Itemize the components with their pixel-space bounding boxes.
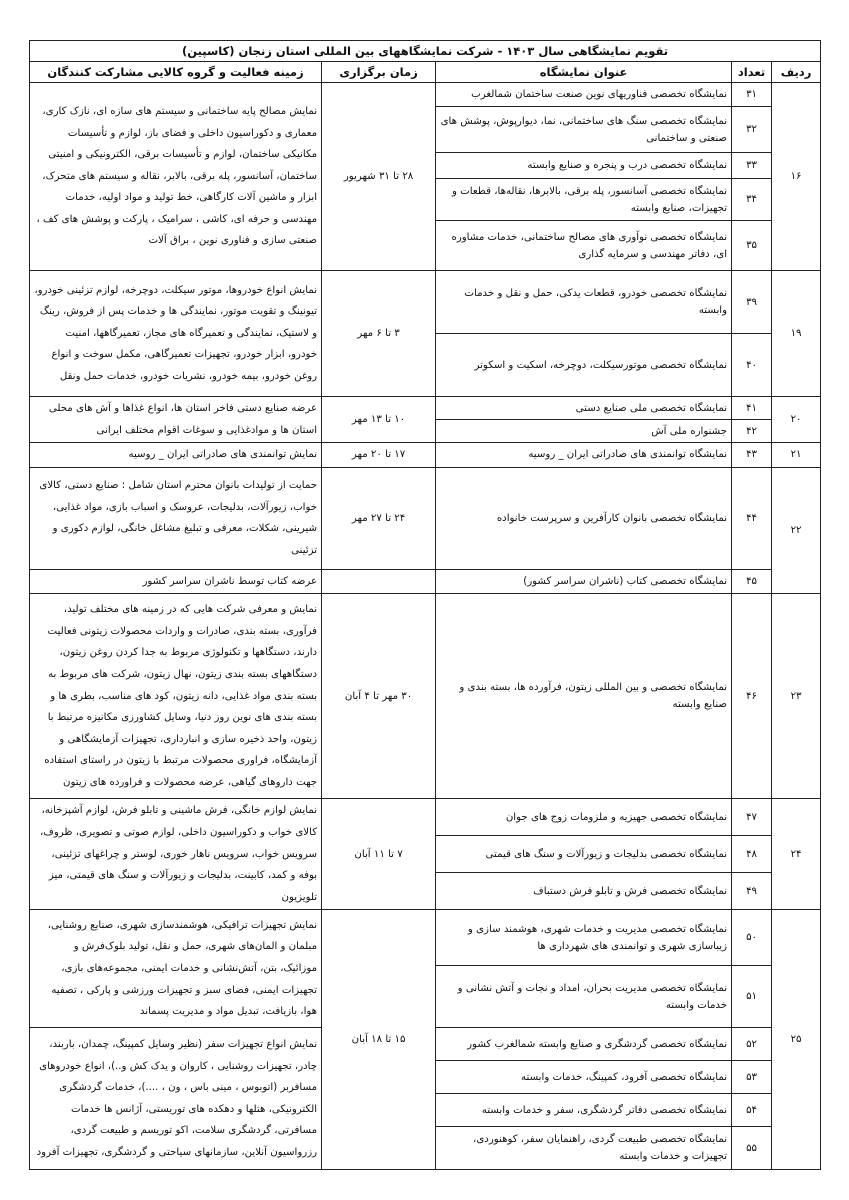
exhibition-date: ۳۰ مهر تا ۴ آبان [322,594,436,799]
group-row-number: ۲۲ [772,467,821,594]
activity-description: نمایش انواع تجهیزات سفر (نظیر وسایل کمپینگ، چمدان، باربند، چادر، تجهیزات روشنایی ، کاروان و یدک کش و..)، انواع خودروهای مسافربر (اتوبوس ، مینی باس ، ون ، ....)، خدمات گردشگری الکترونیکی، هتلها و دهکده های توریستی، آژانس ها خدمات مسافرتی، گردشگری سلامت، اکو توریسم و طبیعت گردی، رزرواسیون آنلاین، سازمانهای سیاحتی و گردشگری، تجهیزات آفرود [30,1028,322,1170]
group-row-number: ۱۶ [772,83,821,271]
exhibition-title: نمایشگاه تخصصی فناوریهای نوین صنعت ساختمان شمالغرب [436,83,732,107]
activity-description: نمایش تجهیزات ترافیکی، هوشمندسازی شهری، صنایع روشنایی، مبلمان و المان‌های شهری، حمل و نقل، تولید بلوک‌فرش و موزائیک، بتن، آتش‌نشانی و خدمات ایمنی، مجموعه‌های بازی، تجهیزات ایمنی، فضای سبز و تجهیزات ورزشی و پارکی ، تصفیه هوا، بازیافت، تبدیل مواد و مدیریت پسماند [30,910,322,1028]
group-row-number: ۲۴ [772,799,821,910]
exhibition-count: ۳۵ [732,221,772,271]
exhibition-count: ۳۲ [732,107,772,153]
exhibition-count: ۴۵ [732,569,772,594]
exhibition-count: ۵۵ [732,1127,772,1170]
header-exhibition-title: عنوان نمایشگاه [436,62,732,83]
exhibition-count: ۴۶ [732,594,772,799]
exhibition-count: ۵۱ [732,966,772,1028]
exhibition-count: ۴۸ [732,836,772,873]
group-row-number: ۱۹ [772,271,821,397]
exhibition-date: ۱۷ تا ۲۰ مهر [322,443,436,468]
exhibition-date: ۲۴ تا ۲۷ مهر [322,467,436,569]
exhibition-title: نمایشگاه تخصصی گردشگری و صنایع وابسته شمالغرب کشور [436,1028,732,1061]
header-activity: زمینه فعالیت و گروه کالایی مشارکت کنندگان [30,62,322,83]
exhibition-count: ۳۳ [732,153,772,179]
calendar-page [29,40,820,1170]
exhibition-title: نمایشگاه تخصصی درب و پنجره و صنایع وابسته [436,153,732,179]
calendar-body [30,83,821,1170]
exhibition-date: ۷ تا ۱۱ آبان [322,799,436,910]
table-title: تقویم نمایشگاهی سال ۱۴۰۳ - شرکت نمایشگاههای بین المللی استان زنجان (کاسپین) [30,41,821,62]
group-row-number: ۲۰ [772,397,821,443]
exhibition-title: نمایشگاه تخصصی بدلیجات و زیورآلات و سنگ های قیمتی [436,836,732,873]
exhibition-title: نمایشگاه تخصصی جهیزیه و ملزومات زوج های جوان [436,799,732,836]
group-row-number: ۲۵ [772,910,821,1170]
exhibition-title: نمایشگاه تخصصی دفاتر گردشگری، سفر و خدمات وابسته [436,1094,732,1127]
exhibition-count: ۵۳ [732,1061,772,1094]
exhibition-title: نمایشگاه تخصصی آسانسور، پله برقی، بالابرها، نقاله‌ها، قطعات و تجهیزات، صنایع وابسته [436,179,732,221]
exhibition-title: نمایشگاه تخصصی ملی صنایع دستی [436,397,732,420]
exhibition-count: ۴۹ [732,873,772,910]
exhibition-title: جشنواره ملی آش [436,420,732,443]
group-row-number: ۲۱ [772,443,821,468]
exhibition-count: ۳۹ [732,271,772,334]
exhibition-count: ۵۰ [732,910,772,966]
exhibition-date: ۳ تا ۶ مهر [322,271,436,397]
activity-description: نمایش لوازم خانگی، فرش ماشینی و تابلو فرش، لوازم آشپزخانه، کالای خواب و دکوراسیون داخلی، لوازم صوتی و تصویری، ظروف، سرویس خواب، سرویس ناهار خوری، لوستر و چراغهای تزئینی، بوفه و کمد، کابینت، بدلیجات و زیورآلات و سنگ های قیمتی، میز تلویزیون [30,799,322,910]
exhibition-title: نمایشگاه تخصصی کتاب (ناشران سراسر کشور) [436,569,732,594]
exhibition-title: نمایشگاه تخصصی نوآوری های مصالح ساختمانی، خدمات مشاوره ای، دفاتر مهندسی و سرمایه گذاری [436,221,732,271]
exhibition-count: ۴۲ [732,420,772,443]
exhibition-title: نمایشگاه تخصصی خودرو، قطعات یدکی، حمل و نقل و خدمات وابسته [436,271,732,334]
exhibition-count: ۵۲ [732,1028,772,1061]
exhibition-count: ۴۷ [732,799,772,836]
exhibition-title: نمایشگاه تخصصی طبیعت گردی، راهنمایان سفر، کوهنوردی، تجهیزات و خدمات وابسته [436,1127,732,1170]
header-row-number: ردیف [772,62,821,83]
header-date: زمان برگزاری [322,62,436,83]
activity-description: نمایش مصالح پایه ساختمانی و سیستم های سازه ای، نازک کاری، معماری و دکوراسیون داخلی و فضای باز، لوازم و تأسیسات مکانیکی ساختمان، لوازم و تأسیسات برقی، الکترونیکی و امنیتی ساختمان، آسانسور، پله برقی، بالابر، نقاله و سیستم های متحرک، ابزار و ماشین آلات کارگاهی، خط تولید و مواد اولیه، خدمات مهندسی و حرفه ای، کاشی ، سرامیک ، پارکت و پوشش های کف ، صنعتی سازی و فناوری نوین ، براق آلات [30,83,322,271]
exhibition-count: ۳۴ [732,179,772,221]
exhibition-count: ۴۱ [732,397,772,420]
exhibition-title: نمایشگاه تخصصی و بین المللی زیتون، فرآورده ها، بسته بندی و صنایع وابسته [436,594,732,799]
activity-description: عرضه صنایع دستی فاخر استان ها، انواع غذاها و آش های محلی استان ها و موادغذایی و سوغات اقوام مختلف ایرانی [30,397,322,443]
activity-description: عرضه کتاب توسط ناشران سراسر کشور [30,569,322,594]
exhibition-title: نمایشگاه تخصصی بانوان کارآفرین و سرپرست خانواده [436,467,732,569]
exhibition-date: ۱۵ تا ۱۸ آبان [322,910,436,1170]
exhibition-date [322,569,436,594]
exhibition-calendar-table [29,40,821,1170]
activity-description: نمایش توانمندی های صادراتی ایران _ روسیه [30,443,322,468]
exhibition-title: نمایشگاه تخصصی مدیریت بحران، امداد و نجات و آتش نشانی و خدمات وابسته [436,966,732,1028]
exhibition-title: نمایشگاه تخصصی سنگ های ساختمانی، نما، دیوارپوش، پوشش های صنعتی و ساختمانی [436,107,732,153]
exhibition-date: ۲۸ تا ۳۱ شهریور [322,83,436,271]
header-count: تعداد [732,62,772,83]
exhibition-title: نمایشگاه تخصصی آفرود، کمپینگ، خدمات وابسته [436,1061,732,1094]
exhibition-count: ۳۱ [732,83,772,107]
group-row-number: ۲۳ [772,594,821,799]
exhibition-count: ۴۰ [732,334,772,397]
exhibition-count: ۴۳ [732,443,772,468]
exhibition-date: ۱۰ تا ۱۳ مهر [322,397,436,443]
exhibition-count: ۴۴ [732,467,772,569]
exhibition-title: نمایشگاه تخصصی موتورسیکلت، دوچرخه، اسکیت و اسکوتر [436,334,732,397]
exhibition-title: نمایشگاه تخصصی فرش و تابلو فرش دستباف [436,873,732,910]
activity-description: نمایش انواع خودروها، موتور سیکلت، دوچرخه، لوازم تزئینی خودرو، تیونینگ و تقویت موتور، نمایندگی ها و خدمات پس از فروش، رینگ و لاستیک، نمایندگی و تعمیرگاه های مجاز، تعمیرگاهها، امنیت خودرو، ابزار خودرو، تجهیزات تعمیرگاهی، مکمل سوخت و انواع روغن خودرو، بیمه خودرو، نشریات خودرو، خدمات حمل ونقل [30,271,322,397]
activity-description: نمایش و معرفی شرکت هایی که در زمینه های مختلف تولید، فرآوری، بسته بندی، صادرات و واردات محصولات زیتونی فعالیت دارند، دستگاهها و تکنولوژی مربوط به جدا کردن روغن زیتون، دستگاههای بسته بندی زیتون، نهال زیتون، شرکت های مربوط به بسته بندی مواد غذایی، دانه زیتون، کود های مناسب، بطری ها و بسته بندی های نوین روز دنیا، وسایل کشاورزی مکانیزه مرتبط با زیتون، واحد ذخیره سازی و انبارداری، تجهیزات آزمایشگاهی و آزمایشگاه، فراوری محصولات مرتبط با زیتون در راستای استفاده جهت داروهای گیاهی، عرضه محصولات و فراورده های زیتون [30,594,322,799]
exhibition-count: ۵۴ [732,1094,772,1127]
activity-description: حمایت از تولیدات بانوان محترم استان شامل : صنایع دستی، کالای خواب، زیورآلات، بدلیجات، عروسک و اسباب بازی، مواد غذایی، شیرینی، شکلات، معرفی و تبلیغ مشاغل خانگی، لوازم دکوری و تزئینی [30,467,322,569]
exhibition-title: نمایشگاه توانمندی های صادراتی ایران _ روسیه [436,443,732,468]
exhibition-title: نمایشگاه تخصصی مدیریت و خدمات شهری، هوشمند سازی و زیباسازی شهری و توانمندی های شهرداری ها [436,910,732,966]
